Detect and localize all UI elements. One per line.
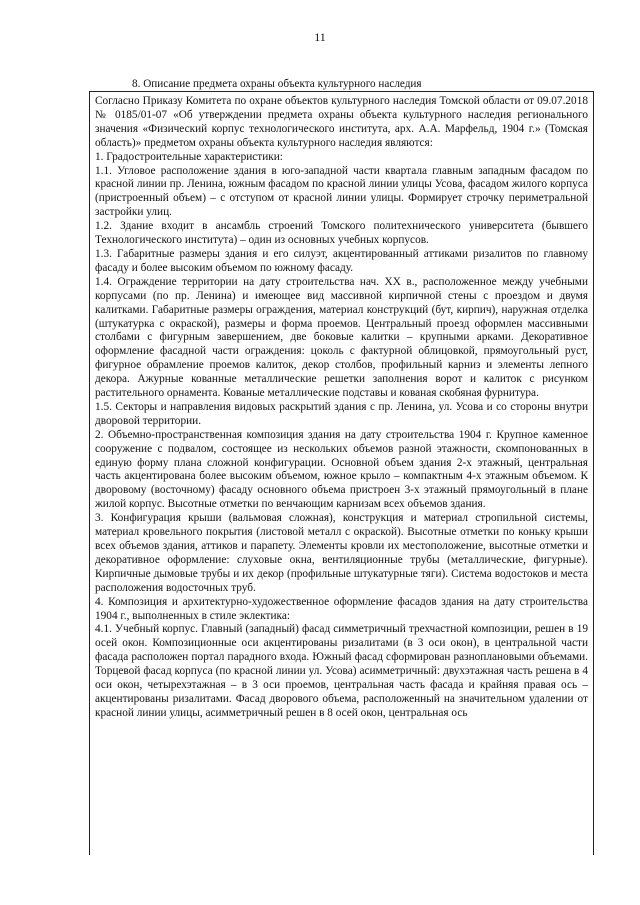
page-number: 11	[314, 30, 326, 44]
paragraph-item-3: 3. Конфигурация крыши (вальмовая сложная), конструкция и материал стропильной системы, материал кровельного покрытия (листовой металл с окраской). Высотные отметки по коньку крыши всех объемов здания, аттиков и парапету. Элементы кровли их местоположение, высотные отметки и декоративное оформление: слуховые окна, вентиляционные трубы (металлические, фигурные). Кирпичные дымовые трубы и их декор (профильные штукатурные тяги). Система водостоков и места расположения водосточных труб.	[95, 512, 588, 594]
paragraph-item-1-4: 1.4. Ограждение территории на дату строительства нач. XX в., расположенное между учебными корпусами (по пр. Ленина) и имеющее вид массивной кирпичной стены с проездом и двумя калитками. Габаритные размеры ограждения, материал конструкций (бут, кирпич), наружная отделка (штукатурка с окраской), размеры и форма проемов. Центральный проезд оформлен массивными столбами с фигурным завершением, две боковые калитки – крупными арками. Декоративное оформление фасадной части ограждения: цоколь с фактурной облицовкой, прямоугольный руст, фигурное обрамление проемов калиток, декор столбов, профильный карниз и элементы лепного декора. Ажурные кованные металлические решетки заполнения ворот и калиток с рисунком растительного орнамента. Кованые металлические подставы и кованая скобяная фурнитура.	[95, 275, 588, 400]
paragraph-item-4-1: 4.1. Учебный корпус. Главный (западный) фасад симметричный трехчастной композиции, решен в 19 осей окон. Композиционные оси акцентированы ризалитами (в 3 оси окон), в центральной части фасада расположен портал парадного входа. Южный фасад сформирован разноплановыми объемами. Торцевой фасад корпуса (по красной линии ул. Усова) асимметричный: двухэтажная часть решена в 4 оси окон, четырехэтажная – в 3 оси проемов, центральная часть фасада и крайняя правая ось – акцентированы ризалитами. Фасад дворового объема, расположенный на значительном удалении от красной линии улицы, асимметричный решен в 8 осей окон, центральная ось	[95, 623, 588, 719]
paragraph-item-1-2: 1.2. Здание входит в ансамбль строений Томского политехнического университета (бывшего Технологического института) – один из основных учебных корпусов.	[95, 220, 588, 247]
paragraph-item-2: 2. Объемно-пространственная композиция здания на дату строительства 1904 г. Крупное каменное сооружение с подвалом, состоящее из нескольких объемов разной этажности, скомпонованных в единую форму плана сложной конфигурации. Основной объем здания 2-х этажный, центральная часть акцентирована более высоким объемом, южное крыло – компактным 4-х этажным объемом. К дворовому (восточному) фасаду основного объема пристроен 3-х этажный прямоугольный в плане жилой корпус. Высотные отметки по венчающим карнизам всех объемов здания.	[95, 428, 588, 511]
document-body	[89, 91, 594, 855]
section-heading: 8. Описание предмета охраны объекта культурного наследия	[132, 78, 422, 90]
paragraph-intro: Согласно Приказу Комитета по охране объектов культурного наследия Томской области от 09.07.2018 № 0185/01-07 «Об утверждении предмета охраны объекта культурного наследия регионального значения «Физический корпус технологического института, арх. А.А. Марфельд, 1904 г.» (Томская область)» предметом охраны объекта культурного наследия являются:	[95, 95, 588, 149]
paragraph-item-1-3: 1.3. Габаритные размеры здания и его силуэт, акцентированный аттиками ризалитов по главному фасаду и более высоким объемом по южному фасаду.	[95, 247, 588, 274]
paragraph-item-1: 1. Градостроительные характеристики:	[95, 150, 283, 163]
paragraph-item-4: 4. Композиция и архитектурно-художественное оформление фасадов здания на дату строительства 1904 г., выполненных в стиле эклектика:	[95, 595, 588, 622]
paragraph-item-1-5: 1.5. Секторы и направления видовых раскрытий здания с пр. Ленина, ул. Усова и со стороны внутри дворовой территории.	[95, 400, 588, 427]
paragraph-item-1-1: 1.1. Угловое расположение здания в юго-западной части квартала главным западным фасадом по красной линии пр. Ленина, южным фасадом по красной линии улицы Усова, фасадом жилого корпуса (пристроенный объем) – с отступом от красной линии улицы. Формирует строчку периметральной застройки улиц.	[95, 164, 588, 219]
